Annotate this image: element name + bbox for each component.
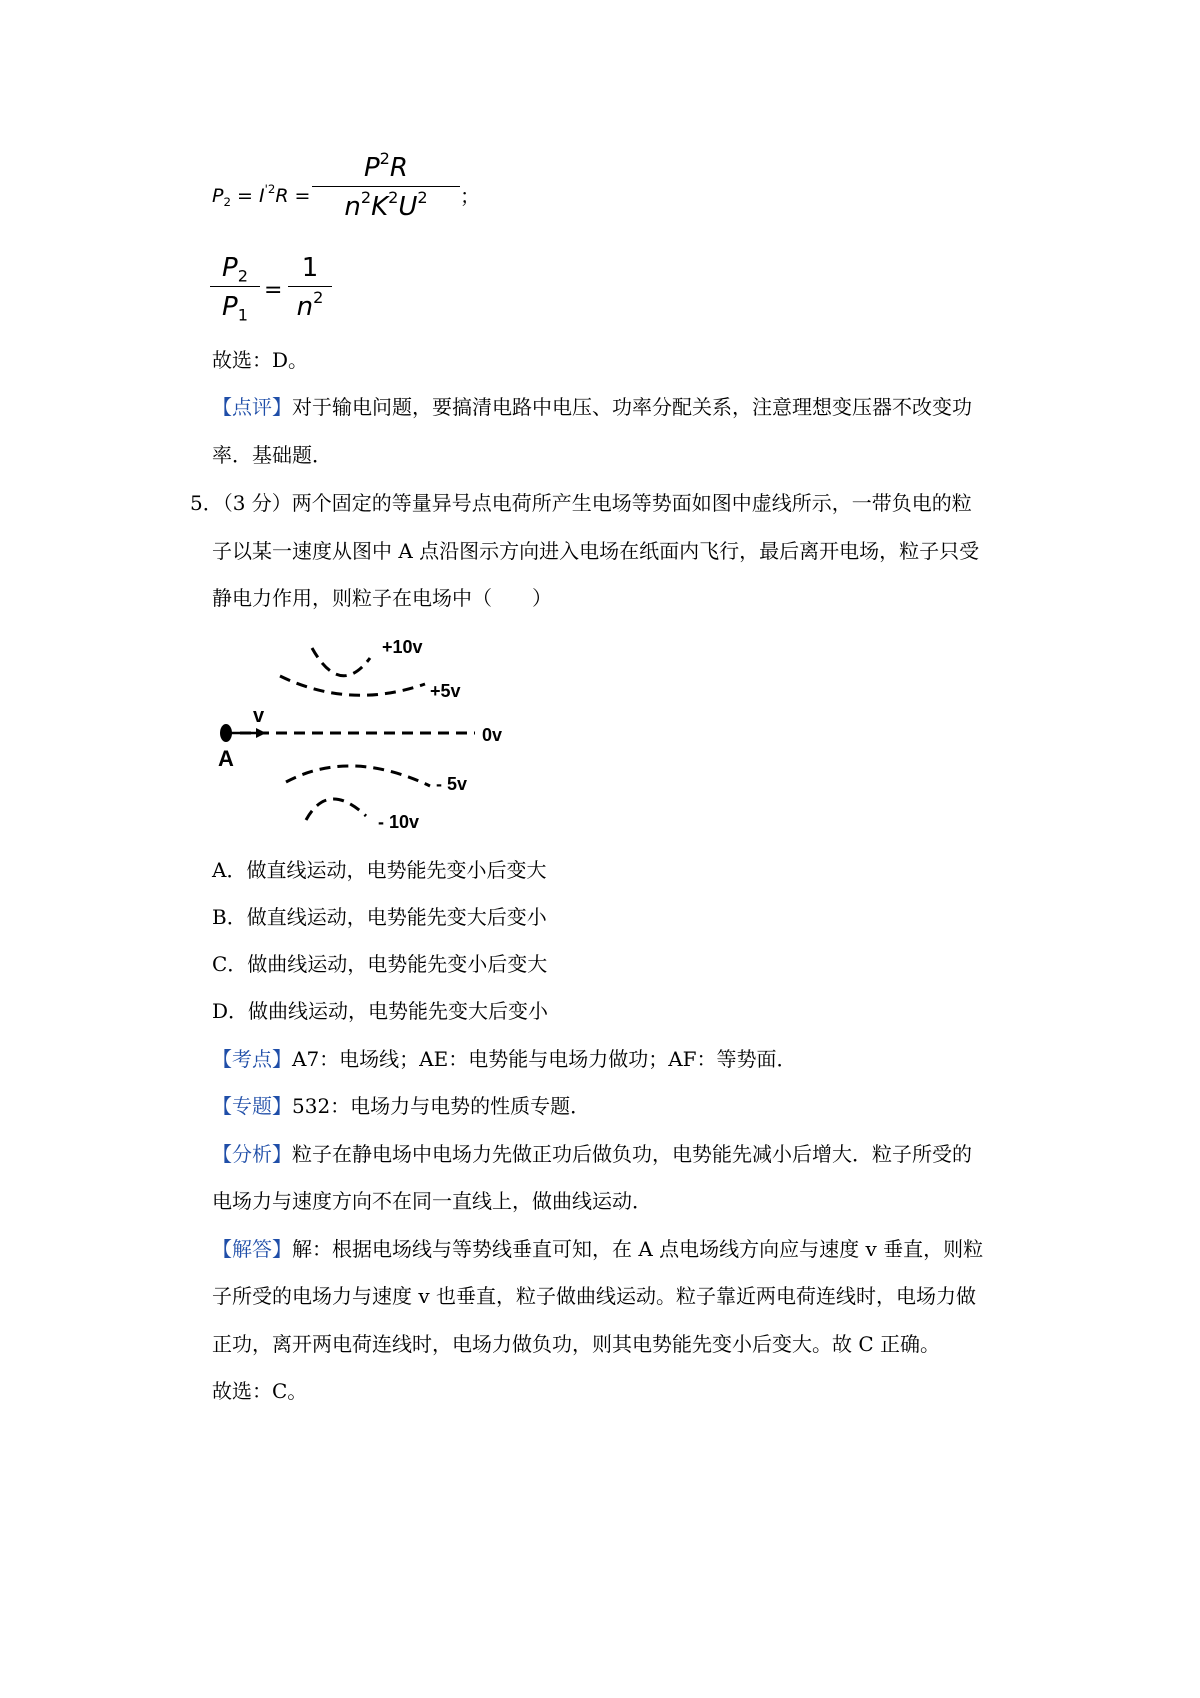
equipotential-figure <box>200 620 520 840</box>
formula-lhs-sub: 2 <box>223 195 231 210</box>
label-a: A <box>218 746 234 771</box>
equipotential-minus10 <box>306 799 366 820</box>
jieda-tag: 【解答】 <box>212 1237 292 1261</box>
f2-num: P <box>222 253 238 283</box>
kaodian-line <box>212 1045 797 1073</box>
formula2-right-denominator <box>288 287 332 327</box>
den-k: K <box>371 192 389 222</box>
label-minus5: - 5v <box>436 774 468 794</box>
formula1-fraction <box>312 150 460 227</box>
label-plus5: +5v <box>430 681 461 701</box>
option-d: D．做曲线运动，电势能先变大后变小 <box>212 999 549 1023</box>
den-k-sup: 2 <box>388 187 399 207</box>
jieda-text: 解：根据电场线与等势线垂直可知，在 A 点电场线方向应与速度 v 垂直，则粒 <box>292 1237 984 1261</box>
num-p: P <box>363 153 380 183</box>
fenxi-line1 <box>212 1140 972 1168</box>
formula2-right-fraction <box>288 250 332 327</box>
review-text: 对于输电问题，要搞清电路中电压、功率分配关系，注意理想变压器不改变功 <box>292 395 972 419</box>
f2-den: P <box>222 292 238 322</box>
equipotential-minus5 <box>286 766 430 786</box>
den-u: U <box>398 192 418 222</box>
velocity-arrowhead <box>256 728 266 738</box>
zhuanti-line <box>212 1092 590 1120</box>
formula1-trail: ； <box>460 184 480 208</box>
formula-prime-sup: '2 <box>264 182 276 197</box>
formula-power-loss <box>212 182 310 210</box>
formula-r: R = <box>275 185 311 207</box>
num-r: R <box>389 153 408 183</box>
f2-rden: n <box>296 292 314 322</box>
den-n-sup: 2 <box>360 187 372 207</box>
formula1-denominator <box>312 187 460 227</box>
equipotential-plus5 <box>280 676 425 695</box>
zhuanti-text: 532：电场力与电势的性质专题． <box>292 1094 591 1118</box>
kaodian-text: A7：电场线；AE：电势能与电场力做功；AF：等势面． <box>292 1047 797 1071</box>
formula2-numerator <box>210 250 260 286</box>
q5-choice: 故选：C。 <box>212 1379 308 1403</box>
q4-choice: 故选：D。 <box>212 348 309 372</box>
fenxi-text: 粒子在静电场中电场力先做正功后做负功，电势能先减小后增大．粒子所受的 <box>292 1142 972 1166</box>
formula-lhs: P <box>212 185 224 207</box>
q5-stem-line2: 子以某一速度从图中 A 点沿图示方向进入电场在纸面内飞行，最后离开电场，粒子只受 <box>212 539 980 563</box>
review-tag: 【点评】 <box>212 395 292 419</box>
equipotential-plus10 <box>312 648 370 676</box>
q5-stem-line1: 5．（3 分）两个固定的等量异号点电荷所产生电场等势面如图中虚线所示，一带负电的粒 <box>190 491 972 515</box>
label-plus10: +10v <box>382 637 423 657</box>
jieda-line2: 子所受的电场力与速度 v 也垂直，粒子做曲线运动。粒子靠近两电荷连线时，电场力做 <box>212 1284 977 1308</box>
formula-eq1: = I <box>230 185 265 207</box>
formula2-denominator <box>210 287 260 327</box>
formula2-eq: = <box>264 278 283 303</box>
fenxi-tag: 【分析】 <box>212 1142 292 1166</box>
jieda-line3: 正功，离开两电荷连线时，电场力做负功，则其电势能先变小后变大。故 C 正确。 <box>212 1332 941 1356</box>
f2-rden-sup: 2 <box>313 287 324 307</box>
q4-review-line2: 率．基础题． <box>212 443 332 467</box>
formula1-numerator <box>312 150 460 186</box>
f2-num-sub: 2 <box>237 266 248 286</box>
label-minus10: - 10v <box>378 812 420 832</box>
kaodian-tag: 【考点】 <box>212 1047 292 1071</box>
label-zero: 0v <box>482 725 503 745</box>
option-a: A．做直线运动，电势能先变小后变大 <box>212 858 547 882</box>
jieda-line1 <box>212 1235 983 1263</box>
den-n: n <box>344 192 361 222</box>
f2-den-sub: 1 <box>237 305 248 325</box>
formula2-left-fraction <box>210 250 260 327</box>
label-v: v <box>253 705 265 727</box>
q4-review-line1 <box>212 393 972 421</box>
formula2-right-numerator: 1 <box>301 253 319 283</box>
option-c: C．做曲线运动，电势能先变小后变大 <box>212 952 548 976</box>
q5-stem-line3: 静电力作用，则粒子在电场中（ ） <box>212 586 552 610</box>
num-sup: 2 <box>379 148 390 168</box>
option-b: B．做直线运动，电势能先变大后变小 <box>212 905 547 929</box>
den-u-sup: 2 <box>417 187 428 207</box>
zhuanti-tag: 【专题】 <box>212 1094 292 1118</box>
fenxi-line2: 电场力与速度方向不在同一直线上，做曲线运动． <box>212 1189 652 1213</box>
